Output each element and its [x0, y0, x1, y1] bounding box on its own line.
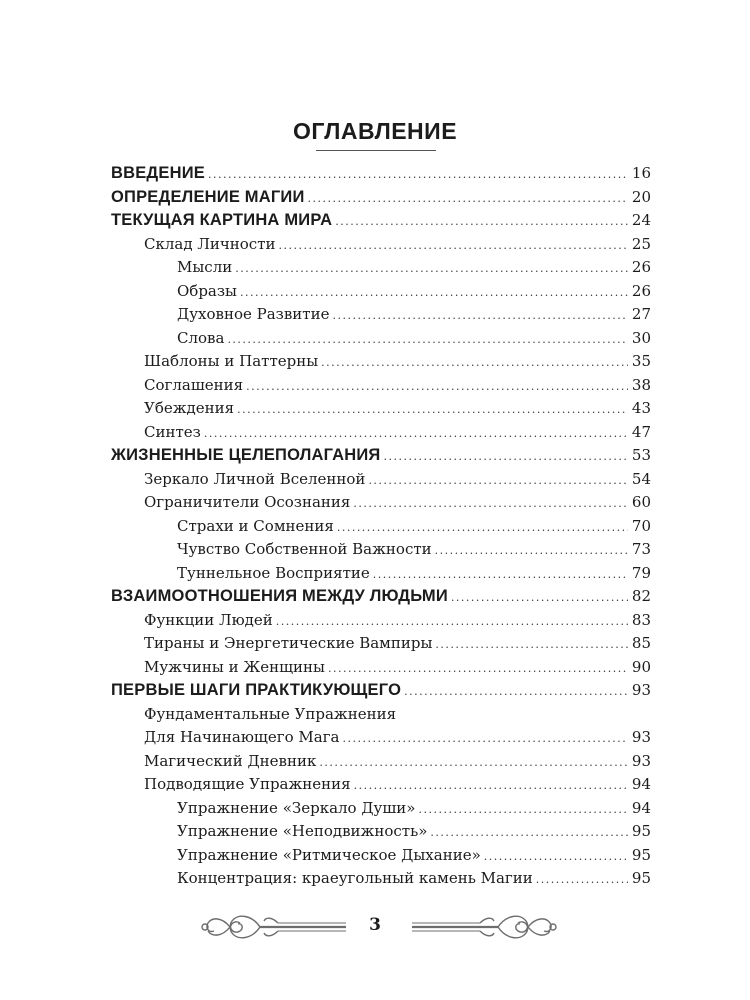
dot-leader — [240, 281, 628, 305]
toc-entry — [111, 609, 651, 633]
toc-entry-title: ЖИЗНЕННЫЕ ЦЕЛЕПОЛАГАНИЯ — [111, 446, 381, 464]
toc-entry-title: Функции Людей — [144, 610, 273, 629]
toc-entry — [111, 867, 651, 891]
toc-entry — [111, 726, 651, 750]
dot-leader — [227, 328, 627, 352]
dot-leader — [276, 610, 628, 634]
dot-leader — [384, 445, 628, 469]
toc-entry — [111, 374, 651, 398]
dot-leader — [335, 210, 628, 234]
dot-leader — [342, 727, 627, 751]
toc-entry — [111, 656, 651, 680]
toc-entry — [111, 844, 651, 868]
dot-leader — [246, 375, 628, 399]
dot-leader — [435, 633, 628, 657]
toc-entry-title: ТЕКУЩАЯ КАРТИНА МИРА — [111, 211, 333, 229]
toc-entry-title: Склад Личности — [144, 234, 276, 253]
dot-leader — [278, 234, 627, 258]
toc-entry — [111, 350, 651, 374]
page-footer — [0, 905, 750, 949]
toc-entry-title: Шаблоны и Паттерны — [144, 352, 319, 370]
toc-page-number: 95 — [631, 845, 651, 864]
toc-page-number: 90 — [631, 657, 651, 676]
toc-entry — [111, 421, 651, 445]
toc-chapter — [111, 209, 651, 233]
dot-leader — [373, 563, 628, 587]
dot-leader — [484, 845, 628, 869]
toc-entry — [111, 280, 651, 304]
toc-chapter — [111, 162, 651, 186]
toc-entry-title: Образы — [177, 281, 237, 300]
toc-entry — [111, 491, 651, 515]
toc-entry-title: Для Начинающего Мага — [144, 728, 340, 746]
toc-entry-title: Мужчины и Женщины — [144, 657, 325, 676]
toc-entry — [111, 820, 651, 844]
toc-page-number: 26 — [631, 281, 651, 300]
dot-leader — [208, 163, 628, 187]
toc-page-number: 82 — [631, 587, 651, 605]
toc-entry-title: ПЕРВЫЕ ШАГИ ПРАКТИКУЮЩЕГО — [111, 681, 402, 699]
table-of-contents — [111, 162, 651, 891]
dot-leader — [536, 868, 628, 892]
dot-leader — [235, 257, 628, 281]
toc-chapter — [111, 186, 651, 210]
dot-leader — [354, 774, 628, 798]
toc-page-number: 94 — [631, 798, 651, 817]
toc-chapter — [111, 585, 651, 609]
toc-entry-title: Чувство Собственной Важности — [177, 540, 432, 558]
toc-page-number: 27 — [631, 305, 651, 323]
toc-entry-title: Слова — [177, 328, 225, 347]
toc-entry-title: Туннельное Восприятие — [177, 563, 370, 582]
toc-page-number: 70 — [631, 516, 651, 535]
dot-leader — [337, 516, 628, 540]
toc-entry-title: Синтез — [144, 422, 201, 441]
toc-entry-title: Подводящие Упражнения — [144, 775, 351, 793]
dot-leader — [321, 351, 628, 375]
dot-leader — [353, 492, 628, 516]
toc-page-number: 35 — [631, 352, 651, 370]
toc-entry-title: Упражнение «Неподвижность» — [177, 822, 428, 840]
toc-entry — [111, 538, 651, 562]
dot-leader — [319, 751, 628, 775]
right-scroll-ornament-icon — [410, 905, 558, 949]
toc-entry-title: ВЗАИМООТНОШЕНИЯ МЕЖДУ ЛЮДЬМИ — [111, 587, 448, 605]
title-underline — [316, 150, 436, 151]
toc-entry-title: Страхи и Сомнения — [177, 516, 334, 535]
toc-entry-title: ОПРЕДЕЛЕНИЕ МАГИИ — [111, 187, 305, 206]
toc-chapter — [111, 444, 651, 468]
toc-entry — [111, 515, 651, 539]
toc-page-number: 38 — [631, 375, 651, 394]
toc-entry — [111, 797, 651, 821]
toc-entry — [111, 397, 651, 421]
toc-entry-title: Магический Дневник — [144, 751, 317, 770]
toc-page-number: 93 — [631, 681, 651, 699]
dot-leader — [368, 469, 627, 493]
toc-entry-title: Духовное Развитие — [177, 305, 330, 323]
page-number: 3 — [369, 915, 381, 935]
toc-page-number: 54 — [631, 469, 651, 488]
toc-entry-title: Ограничители Осознания — [144, 493, 351, 511]
toc-page-number: 25 — [631, 234, 651, 253]
dot-leader — [418, 798, 627, 822]
toc-page-number: 79 — [631, 563, 651, 582]
toc-page-number: 93 — [631, 751, 651, 770]
dot-leader — [308, 187, 628, 211]
toc-entry — [111, 562, 651, 586]
toc-entry-title: Упражнение «Ритмическое Дыхание» — [177, 845, 481, 864]
toc-entry-title: Упражнение «Зеркало Души» — [177, 798, 416, 817]
toc-entry — [111, 256, 651, 280]
toc-page-number: 73 — [631, 540, 651, 558]
toc-chapter — [111, 679, 651, 703]
toc-page-number: 95 — [631, 822, 651, 840]
dot-leader — [430, 821, 627, 845]
toc-entry — [111, 233, 651, 257]
toc-page-number: 26 — [631, 258, 651, 276]
toc-entry — [111, 703, 651, 727]
toc-entry-title: ВВЕДЕНИЕ — [111, 164, 205, 182]
page-title: ОГЛАВЛЕНИЕ — [292, 118, 458, 144]
toc-page-number: 16 — [631, 164, 651, 182]
toc-entry — [111, 632, 651, 656]
toc-entry — [111, 303, 651, 327]
toc-entry — [111, 773, 651, 797]
toc-page-number: 95 — [631, 869, 651, 887]
toc-page-number: 85 — [631, 634, 651, 652]
toc-entry-title: Фундаментальные Упражнения — [144, 704, 397, 723]
dot-leader — [404, 680, 628, 704]
toc-entry-title: Соглашения — [144, 375, 244, 394]
toc-page-number: 93 — [631, 728, 651, 746]
toc-entry — [111, 468, 651, 492]
toc-entry-title: Концентрация: краеугольный камень Магии — [177, 869, 533, 887]
dot-leader — [328, 657, 628, 681]
toc-entry-title: Тираны и Энергетические Вампиры — [144, 634, 433, 652]
toc-page-number: 43 — [631, 399, 651, 417]
toc-entry — [111, 750, 651, 774]
dot-leader — [237, 398, 628, 422]
toc-entry-title: Мысли — [177, 258, 233, 276]
toc-entry-title: Зеркало Личной Вселенной — [144, 469, 366, 488]
toc-page-number: 20 — [631, 187, 651, 206]
toc-entry — [111, 327, 651, 351]
dot-leader — [204, 422, 628, 446]
toc-page-number: 60 — [631, 493, 651, 511]
toc-page-number: 47 — [631, 422, 651, 441]
toc-page-number: 94 — [631, 775, 651, 793]
dot-leader — [332, 304, 627, 328]
dot-leader — [451, 586, 628, 610]
toc-page-number: 53 — [631, 446, 651, 464]
toc-entry-title: Убеждения — [144, 399, 235, 417]
dot-leader — [435, 539, 628, 563]
toc-page-number: 30 — [631, 328, 651, 347]
toc-page-number: 24 — [631, 211, 651, 229]
toc-page-number: 83 — [631, 610, 651, 629]
